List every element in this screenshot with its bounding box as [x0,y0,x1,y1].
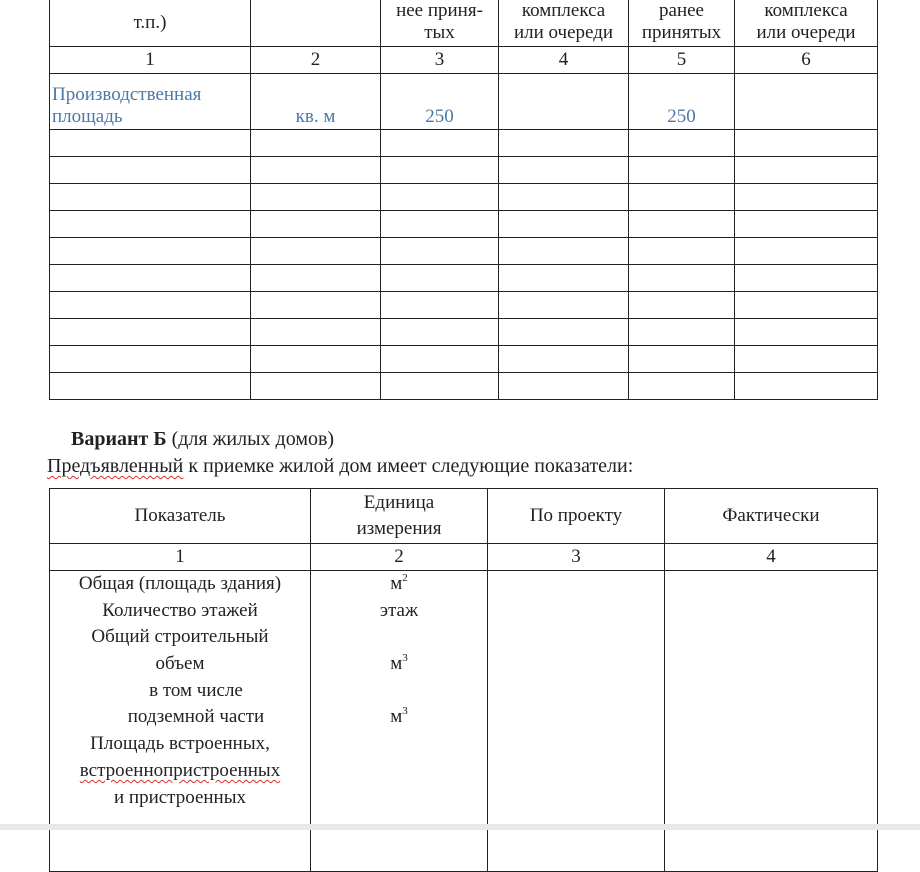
header-line: ранее [659,0,704,21]
header-cell-6 [735,0,878,47]
indicator-item [50,758,310,785]
empty-cell[interactable] [735,265,878,292]
empty-cell[interactable] [381,130,499,157]
empty-cell[interactable] [629,265,735,292]
empty-cell[interactable] [50,211,251,238]
col-number: 5 [629,47,735,74]
table-a-empty-row [50,373,878,400]
empty-cell[interactable] [50,184,251,211]
empty-cell[interactable] [251,157,381,184]
header-cell-4 [499,0,629,47]
empty-cell[interactable] [251,130,381,157]
empty-cell[interactable] [735,130,878,157]
col-number: 2 [311,544,488,571]
empty-cell[interactable] [629,346,735,373]
empty-cell[interactable] [629,130,735,157]
empty-cell[interactable] [499,184,629,211]
col-number: 4 [665,544,878,571]
unit-item [311,651,487,678]
header-line: тых [424,22,455,43]
empty-cell[interactable] [50,265,251,292]
header-line: комплекса [521,0,606,21]
value-cell[interactable] [499,74,629,130]
col-number: 3 [381,47,499,74]
col-number: 1 [50,544,311,571]
col-number: 6 [735,47,878,74]
table-variant-b [49,488,878,872]
header-line: или очереди [756,22,856,43]
empty-cell[interactable] [499,130,629,157]
empty-cell[interactable] [50,157,251,184]
empty-cell[interactable] [629,211,735,238]
indicator-item: и пристроенных [114,786,246,808]
header-cell-5 [629,0,735,47]
header-line: или очереди [513,22,614,43]
intro-text [47,454,633,478]
unit-cubic: м [390,653,403,675]
header-cell-2 [251,0,381,47]
unit-item [311,624,487,651]
empty-cell[interactable] [499,211,629,238]
unit-item [311,571,487,598]
empty-cell[interactable] [499,319,629,346]
indicator-misspelled: встроеннопристроенных [79,759,281,781]
empty-cell[interactable] [735,346,878,373]
empty-cell[interactable] [381,292,499,319]
empty-cell[interactable] [251,292,381,319]
table-a-data-row [50,74,878,130]
intro-word: Предъявленный [47,455,184,477]
header-cell-3 [381,0,499,47]
empty-cell[interactable] [381,346,499,373]
table-b-header-row [50,489,878,544]
indicator-cell[interactable]: Производственная площадь [50,74,251,130]
unit-exponent: 3 [402,651,408,664]
col-number: 1 [50,47,251,74]
empty-cell[interactable] [499,346,629,373]
empty-cell[interactable] [499,157,629,184]
table-a-empty-row [50,319,878,346]
empty-cell[interactable] [381,184,499,211]
empty-cell[interactable] [735,157,878,184]
header-unit: Единица измерения [311,489,488,544]
unit-exponent: 2 [402,571,408,584]
empty-cell[interactable] [735,292,878,319]
table-b-number-row [50,544,878,571]
indicator-item: в том числе [149,679,243,701]
table-a-empty-row [50,238,878,265]
table-a-empty-row [50,130,878,157]
empty-cell[interactable] [251,184,381,211]
empty-cell[interactable] [499,238,629,265]
empty-cell[interactable] [499,292,629,319]
empty-cell[interactable] [735,319,878,346]
empty-cell[interactable] [381,157,499,184]
variant-b-label: Вариант Б [71,428,167,450]
table-a-empty-row [50,346,878,373]
value-cell[interactable]: 250 [381,74,499,130]
header-line: комплекса [764,0,848,21]
empty-cell[interactable] [629,292,735,319]
empty-cell[interactable] [629,319,735,346]
header-line: принятых [641,22,722,43]
empty-cell[interactable] [50,238,251,265]
empty-cell[interactable] [629,184,735,211]
table-a-empty-row [50,292,878,319]
unit-cubic: м [390,706,403,728]
empty-cell[interactable] [50,130,251,157]
header-indicator: Показатель [50,489,311,544]
unit-exponent: 3 [402,705,408,718]
indicator-item: Количество этажей [102,599,258,621]
indicator-item: Площадь встроенных, [90,733,270,755]
empty-cell[interactable] [251,211,381,238]
unit-item [311,704,487,731]
unit-square: м [390,573,403,594]
header-project: По проекту [488,489,665,544]
empty-cell[interactable] [735,373,878,400]
unit-cell[interactable]: кв. м [251,74,381,130]
table-a-empty-row [50,211,878,238]
unit-item [311,678,487,705]
empty-cell[interactable] [381,211,499,238]
empty-cell[interactable] [629,157,735,184]
indicator-item: Общая (площадь здания) [78,573,282,594]
empty-cell[interactable] [735,238,878,265]
col-number: 3 [488,544,665,571]
table-variant-a [49,0,878,400]
empty-cell[interactable] [251,265,381,292]
empty-cell[interactable] [735,184,878,211]
empty-cell[interactable] [50,346,251,373]
empty-cell[interactable] [381,319,499,346]
empty-cell[interactable] [50,292,251,319]
indicator-item: объем [155,653,205,675]
indicator-item: Общий строительный [91,626,269,648]
empty-cell[interactable] [629,373,735,400]
page-edge [0,824,920,830]
table-a-number-row [50,47,878,74]
empty-cell[interactable] [50,319,251,346]
empty-cell[interactable] [251,238,381,265]
table-a-empty-row [50,265,878,292]
empty-cell[interactable] [499,373,629,400]
header-cell-1: т.п.) [50,0,251,47]
header-actual: Фактически [665,489,878,544]
value-cell[interactable]: 250 [629,74,735,130]
empty-cell[interactable] [499,265,629,292]
empty-cell[interactable] [735,211,878,238]
col-number: 4 [499,47,629,74]
empty-cell[interactable] [251,346,381,373]
intro-rest: к приемке жилой дом имеет следующие показатели: [183,455,634,477]
table-a-empty-rows [50,130,878,400]
empty-cell[interactable] [629,238,735,265]
empty-cell[interactable] [50,373,251,400]
header-line: нее приня- [396,0,483,21]
empty-cell[interactable] [251,319,381,346]
empty-cell[interactable] [381,373,499,400]
empty-cell[interactable] [381,238,499,265]
variant-b-subtitle: (для жилых домов) [166,428,335,450]
col-number: 2 [251,47,381,74]
empty-cell[interactable] [381,265,499,292]
table-a-header-row [50,0,878,47]
unit-item: этаж [379,599,419,621]
indicator-item: подземной части [127,706,265,728]
value-cell[interactable] [735,74,878,130]
empty-cell[interactable] [251,373,381,400]
variant-b-title [71,427,334,451]
table-a-empty-row [50,184,878,211]
table-a-empty-row [50,157,878,184]
